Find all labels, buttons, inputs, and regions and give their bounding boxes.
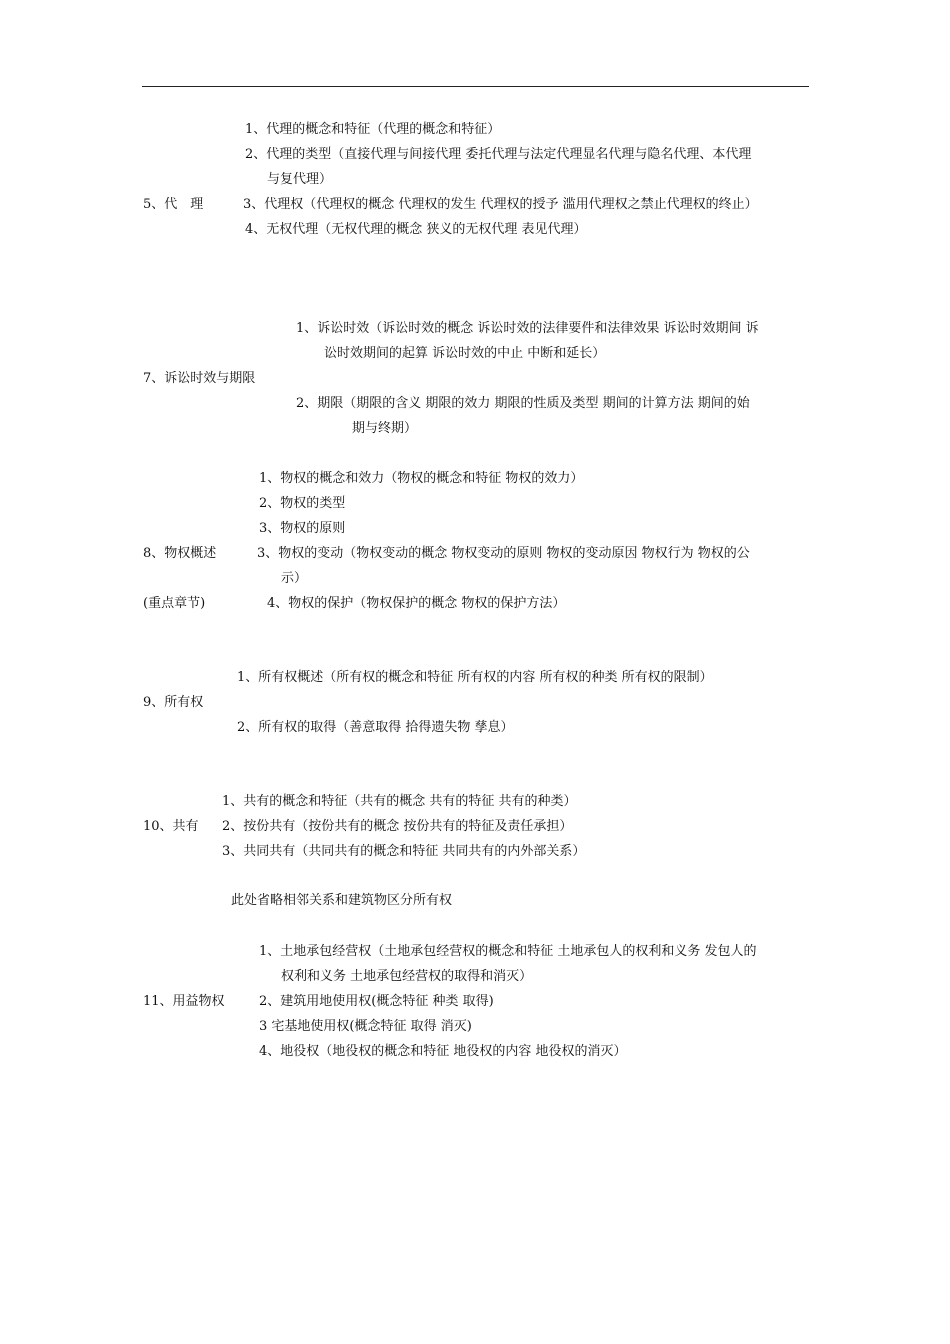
s8-item-3: 3、物权的原则 [259,521,346,536]
s11-item-4: 4、地役权（地役权的概念和特征 地役权的内容 地役权的消灭） [259,1044,627,1059]
s5-heading: 5、代 理 [143,197,204,212]
s8-item-5: 4、物权的保护（物权保护的概念 物权的保护方法） [267,596,566,611]
s7-item-1: 1、诉讼时效（诉讼时效的概念 诉讼时效的法律要件和法律效果 诉讼时效期间 诉 [296,321,759,336]
s5-item-1: 1、代理的概念和特征（代理的概念和特征） [245,122,501,137]
s7-item-2: 2、期限（期限的含义 期限的效力 期限的性质及类型 期间的计算方法 期间的始 [296,396,750,411]
s8-item-4-cont: 示） [281,571,308,586]
s7-item-1-cont: 讼时效期间的起算 诉讼时效的中止 中断和延长） [324,346,606,361]
s10-item-3: 3、共同共有（共同共有的概念和特征 共同共有的内外部关系） [222,844,586,859]
omission-note: 此处省略相邻关系和建筑物区分所有权 [231,893,453,908]
s11-item-2: 2、建筑用地使用权(概念特征 种类 取得) [259,994,494,1009]
s8-subheading: (重点章节) [143,596,206,611]
s11-item-3: 3 宅基地使用权(概念特征 取得 消灭) [259,1019,472,1034]
s9-item-2: 2、所有权的取得（善意取得 拾得遗失物 孳息） [237,720,514,735]
s5-item-4: 4、无权代理（无权代理的概念 狭义的无权代理 表见代理） [245,222,587,237]
s8-item-4: 3、物权的变动（物权变动的概念 物权变动的原则 物权的变动原因 物权行为 物权的公 [257,546,750,561]
s10-item-2: 2、按份共有（按份共有的概念 按份共有的特征及责任承担） [222,819,573,834]
s10-heading: 10、共有 [143,819,199,834]
s7-item-2-cont: 期与终期） [352,421,418,436]
s9-heading: 9、所有权 [143,695,204,710]
s7-heading: 7、诉讼时效与期限 [143,371,256,386]
s8-item-1: 1、物权的概念和效力（物权的概念和特征 物权的效力） [259,471,584,486]
s11-item-1: 1、土地承包经营权（土地承包经营权的概念和特征 土地承包人的权利和义务 发包人的 [259,944,757,959]
s5-item-2: 2、代理的类型（直接代理与间接代理 委托代理与法定代理显名代理与隐名代理、本代理 [245,147,752,162]
s9-item-1: 1、所有权概述（所有权的概念和特征 所有权的内容 所有权的种类 所有权的限制） [237,670,713,685]
s8-item-2: 2、物权的类型 [259,496,346,511]
s5-item-3: 3、代理权（代理权的概念 代理权的发生 代理权的授予 滥用代理权之禁止代理权的终止） [243,197,758,212]
header-rule [142,86,809,87]
s10-item-1: 1、共有的概念和特征（共有的概念 共有的特征 共有的种类） [222,794,577,809]
s8-heading: 8、物权概述 [143,546,217,561]
s11-item-1-cont: 权利和义务 土地承包经营权的取得和消灭） [281,969,533,984]
s11-heading: 11、用益物权 [143,994,225,1009]
s5-item-2-cont: 与复代理） [267,172,333,187]
